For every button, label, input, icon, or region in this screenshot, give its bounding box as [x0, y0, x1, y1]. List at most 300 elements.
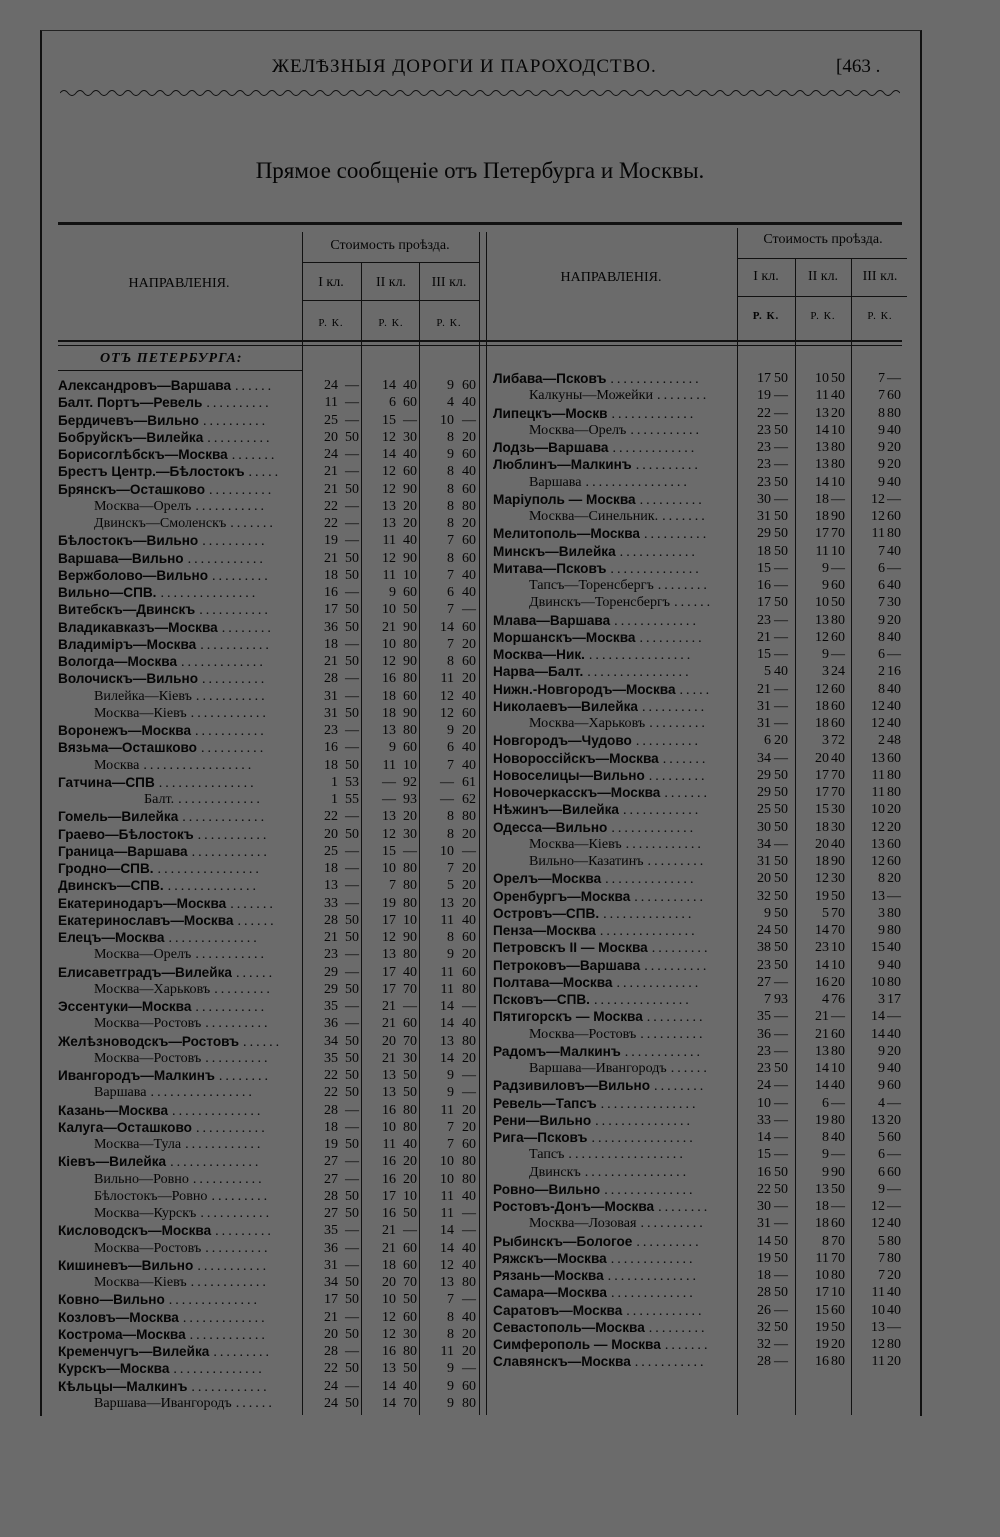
table-row	[58, 705, 480, 722]
leader-dots: ..........	[205, 1049, 271, 1066]
fare-rubles: 12	[815, 871, 829, 887]
table-row	[493, 1250, 909, 1267]
fare-kopecks: —	[774, 1354, 788, 1370]
decorative-wave-rule	[60, 86, 900, 100]
fare-rubles: 10	[757, 1095, 771, 1111]
fare-rubles: 21	[324, 930, 338, 945]
fare-kopecks: 80	[887, 1337, 901, 1352]
route-name: Бобруйскъ—Вилейка	[58, 429, 204, 445]
table-row	[493, 1060, 909, 1077]
fare-kopecks: 30	[831, 871, 845, 887]
fare-rubles: 31	[757, 716, 771, 731]
fare-kopecks: 93	[403, 792, 417, 807]
route-name: Борисоглѣбскъ—Москва	[58, 447, 228, 462]
fare-rubles: 11	[382, 1137, 396, 1152]
table-row	[58, 1222, 480, 1239]
table-row	[493, 594, 909, 611]
fare-rubles: 7	[447, 1292, 454, 1308]
fare-kopecks: —	[345, 895, 359, 911]
fare-rubles: 12	[382, 481, 396, 497]
table-row	[493, 646, 909, 663]
route-name: Липецкъ—Москв	[493, 405, 608, 421]
fare-rubles: 7	[447, 1137, 454, 1152]
route-name: Гатчина—СПВ	[58, 774, 155, 790]
fare-rubles: 29	[324, 981, 338, 997]
fare-kopecks: —	[774, 629, 788, 645]
route-name: Вильно—Ровно	[94, 1170, 189, 1187]
fare-kopecks: 60	[887, 1164, 901, 1180]
fare-rubles: 21	[382, 999, 396, 1014]
table-row	[58, 757, 480, 774]
table-row	[493, 888, 909, 905]
route-name: Новоселицы—Вильно	[493, 767, 645, 783]
fare-kopecks: 40	[462, 395, 476, 411]
fare-rubles: 9	[447, 1378, 454, 1394]
fare-rubles: 8	[878, 681, 885, 697]
fare-kopecks: —	[345, 1344, 359, 1359]
fare-rubles: —	[440, 774, 454, 790]
leader-dots: ................	[157, 861, 262, 877]
fare-kopecks: —	[345, 843, 359, 859]
fare-rubles: 14	[382, 378, 396, 393]
fare-rubles: 28	[324, 1344, 338, 1359]
fare-rubles: 35	[757, 1009, 771, 1025]
leader-dots: ...........	[195, 723, 267, 739]
fare-kopecks: 50	[774, 1061, 788, 1076]
leader-dots: ......	[243, 1033, 283, 1050]
fare-rubles: 18	[815, 491, 829, 507]
fare-kopecks: 80	[403, 878, 417, 894]
fare-rubles: 21	[324, 464, 338, 480]
fare-kopecks: —	[774, 405, 788, 421]
leader-dots: ............	[619, 543, 698, 560]
fare-rubles: 12	[871, 819, 885, 835]
fare-rubles: 8	[822, 1233, 829, 1249]
fare-kopecks: 50	[345, 619, 359, 635]
fare-rubles: 9	[822, 647, 829, 662]
table-row	[493, 474, 909, 491]
fare-rubles: 11	[324, 395, 338, 411]
leader-dots: .........	[648, 1319, 708, 1336]
fare-kopecks: 50	[774, 526, 788, 542]
table-row	[493, 698, 909, 715]
fare-rubles: 11	[440, 1344, 454, 1359]
leader-dots: ................	[591, 1130, 696, 1146]
fare-kopecks: 80	[887, 785, 901, 800]
leader-dots: .............	[614, 612, 699, 629]
fare-rubles: 13	[382, 516, 396, 531]
fare-rubles: 22	[324, 1068, 338, 1083]
table-row	[493, 1215, 909, 1232]
fare-kopecks: —	[774, 578, 788, 593]
fare-kopecks: 50	[774, 957, 788, 973]
leader-dots: ...........	[195, 687, 268, 704]
fare-rubles: 9	[447, 447, 454, 462]
page-number: [463 .	[836, 56, 881, 77]
route-name: Вильно—СПВ.	[58, 585, 157, 600]
leader-dots: ..............	[173, 1361, 265, 1378]
fare-kopecks: 20	[403, 516, 417, 531]
route-name: Рязань—Москва	[493, 1268, 604, 1283]
table-row	[58, 584, 480, 601]
fare-rubles: 35	[324, 999, 338, 1014]
table-row	[493, 957, 909, 974]
fare-rubles: 17	[382, 964, 396, 980]
table-row	[58, 653, 480, 670]
table-row	[58, 688, 480, 705]
fare-rubles: 14	[815, 1078, 829, 1094]
fare-kopecks: 50	[345, 705, 359, 721]
fare-kopecks: 70	[831, 785, 845, 800]
fare-rubles: 14	[815, 957, 829, 973]
fare-kopecks: 20	[462, 947, 476, 963]
fare-rubles: 14	[815, 923, 829, 938]
fare-rubles: 14	[440, 1016, 454, 1032]
fare-kopecks: —	[462, 1068, 476, 1083]
fare-kopecks: 50	[345, 481, 359, 497]
fare-kopecks: —	[345, 740, 359, 756]
fare-rubles: 8	[878, 405, 885, 421]
fare-kopecks: 10	[831, 1061, 845, 1076]
fare-kopecks: —	[887, 1095, 901, 1111]
fare-rubles: 13	[815, 1181, 829, 1197]
fare-rubles: 7	[447, 757, 454, 773]
table-row	[493, 456, 909, 473]
fare-kopecks: 50	[345, 826, 359, 842]
table-row	[493, 560, 909, 577]
fare-rubles: 22	[324, 1361, 338, 1377]
fare-rubles: 36	[324, 1016, 338, 1032]
leader-dots: ...............	[595, 1112, 693, 1129]
leader-dots: ................	[150, 1084, 255, 1101]
leader-dots: ..........	[202, 412, 269, 429]
route-name: Москва—Ростовъ	[94, 1049, 202, 1066]
leader-dots: ...........	[195, 946, 268, 963]
fare-rubles: 20	[324, 429, 338, 445]
table-row	[58, 498, 480, 515]
route-name: Владикавказъ—Москва	[58, 619, 218, 635]
fare-kopecks: 80	[831, 457, 845, 473]
fare-rubles: 18	[382, 688, 396, 704]
route-name: Граево—Бѣлостокъ	[58, 826, 194, 842]
table-row	[58, 550, 480, 567]
fare-rubles: 16	[382, 1102, 396, 1118]
fare-rubles: 10	[382, 636, 396, 652]
fare-kopecks: 50	[774, 1164, 788, 1180]
fare-kopecks: 80	[462, 1395, 476, 1411]
leader-dots: .......	[231, 447, 278, 463]
fare-kopecks: —	[887, 1009, 901, 1025]
leader-dots: .............	[181, 654, 266, 670]
fare-rubles: 10	[440, 843, 454, 859]
fare-rubles: 3	[878, 905, 885, 921]
fare-kopecks: 90	[403, 550, 417, 566]
route-name: Воронежъ—Москва	[58, 723, 192, 738]
fare-kopecks: 70	[403, 1395, 417, 1411]
leader-dots: .............	[611, 405, 697, 422]
fare-kopecks: —	[345, 688, 359, 704]
fare-rubles: 15	[757, 647, 771, 662]
fare-kopecks: 61	[462, 774, 476, 790]
fare-kopecks: 50	[345, 429, 359, 445]
fare-kopecks: 20	[403, 498, 417, 514]
fare-rubles: 9	[764, 905, 771, 921]
fare-rubles: 21	[382, 1016, 396, 1032]
table-row	[58, 1240, 480, 1257]
fare-rubles: 23	[757, 440, 771, 455]
fare-rubles: 12	[382, 1326, 396, 1342]
fare-kopecks: —	[774, 612, 788, 628]
fare-rubles: 7	[878, 595, 885, 611]
fare-kopecks: —	[462, 1292, 476, 1308]
fare-kopecks: 60	[462, 447, 476, 462]
route-name: Новочеркасскъ—Москва	[493, 785, 661, 800]
route-name: Новороссійскъ—Москва	[493, 750, 659, 766]
fare-kopecks: —	[831, 1147, 845, 1163]
table-row	[58, 929, 480, 946]
fare-kopecks: —	[774, 491, 788, 507]
route-name: Волочискъ—Вильно	[58, 671, 198, 687]
fare-kopecks: 60	[831, 1026, 845, 1042]
fare-kopecks: 60	[831, 716, 845, 731]
fare-kopecks: —	[774, 647, 788, 662]
fare-rubles: 21	[382, 619, 396, 635]
fare-kopecks: —	[774, 1199, 788, 1214]
fare-kopecks: 40	[403, 533, 417, 549]
fare-kopecks: —	[774, 836, 788, 852]
fare-rubles: 12	[871, 1337, 885, 1352]
fare-kopecks: 30	[403, 1050, 417, 1066]
route-name: Минскъ—Вилейка	[493, 543, 616, 559]
fare-rubles: 22	[324, 498, 338, 514]
fare-rubles: 11	[871, 767, 885, 783]
leader-dots: ..........	[639, 491, 705, 508]
fare-rubles: 9	[447, 1068, 454, 1083]
fare-kopecks: 40	[462, 567, 476, 583]
leader-dots: .............	[611, 1285, 696, 1302]
route-name: Вологда—Москва	[58, 654, 178, 669]
fare-kopecks: —	[345, 447, 359, 462]
fare-rubles: 20	[815, 750, 829, 766]
route-name: Двинскъ—Смоленскъ	[94, 515, 227, 531]
fare-kopecks: 70	[831, 1233, 845, 1249]
fare-kopecks: 50	[345, 912, 359, 928]
section-rule	[58, 370, 302, 371]
leader-dots: ..............	[605, 871, 697, 888]
fare-kopecks: 70	[831, 923, 845, 938]
leader-dots: ..........	[202, 671, 268, 688]
fare-rubles: 10	[440, 412, 454, 428]
table-row	[58, 1309, 480, 1326]
leader-dots: ..........	[640, 1215, 706, 1232]
fare-kopecks: —	[345, 947, 359, 963]
route-name: Островъ—СПВ.	[493, 905, 600, 921]
leader-dots: ........	[221, 619, 274, 636]
leader-dots: .........	[213, 1344, 273, 1360]
fare-rubles: 20	[815, 836, 829, 852]
route-name: Кременчугъ—Вилейка	[58, 1344, 210, 1359]
fare-kopecks: —	[403, 412, 417, 428]
table-row	[58, 981, 480, 998]
route-name: Ивангородъ—Малкинъ	[58, 1068, 215, 1083]
fare-rubles: 23	[324, 723, 338, 738]
table-row	[58, 912, 480, 929]
fare-kopecks: 50	[345, 1275, 359, 1290]
fare-kopecks: 60	[887, 836, 901, 852]
fare-kopecks: 50	[345, 1206, 359, 1221]
leader-dots: ......	[235, 1394, 275, 1411]
fare-kopecks: 53	[345, 774, 359, 790]
fare-kopecks: —	[774, 560, 788, 576]
fare-kopecks: 40	[887, 1026, 901, 1042]
fare-kopecks: —	[887, 491, 901, 507]
fare-rubles: 10	[440, 1154, 454, 1170]
fare-kopecks: 20	[831, 974, 845, 990]
fare-rubles: 24	[757, 923, 771, 938]
route-name: Казань—Москва	[58, 1102, 169, 1118]
table-row	[493, 663, 909, 680]
table-row	[58, 1326, 480, 1343]
fare-kopecks: 50	[774, 1181, 788, 1197]
fare-kopecks: 80	[831, 612, 845, 628]
fare-rubles: 13	[871, 836, 885, 852]
fare-kopecks: 50	[774, 923, 788, 938]
fare-kopecks: —	[345, 1102, 359, 1118]
fare-rubles: 11	[382, 533, 396, 549]
right-table-body	[493, 370, 909, 1371]
route-name: Вязьма—Осташково	[58, 740, 197, 756]
fare-kopecks: 10	[831, 957, 845, 973]
fare-kopecks: 90	[831, 854, 845, 869]
fare-rubles: 9	[878, 1061, 885, 1076]
fare-rubles: 16	[382, 1344, 396, 1359]
fare-rubles: 10	[815, 371, 829, 386]
fare-rubles: 12	[815, 681, 829, 697]
fare-kopecks: —	[774, 1147, 788, 1163]
fare-kopecks: 20	[403, 1171, 417, 1187]
fare-rubles: 6	[447, 740, 454, 756]
fare-kopecks: 40	[887, 543, 901, 559]
route-name: Варшава—Ивангородъ	[529, 1060, 667, 1076]
fare-kopecks: 93	[774, 992, 788, 1007]
fare-rubles: 20	[382, 1033, 396, 1049]
table-row	[58, 1291, 480, 1308]
leader-dots: ...............	[593, 992, 692, 1008]
fare-kopecks: 80	[887, 1233, 901, 1249]
fare-rubles: 14	[871, 1009, 885, 1025]
fare-kopecks: 40	[887, 716, 901, 731]
leader-dots: .....	[679, 681, 713, 698]
fare-rubles: 1	[331, 792, 338, 807]
route-name: Тапсъ	[529, 1146, 565, 1163]
leader-dots: ...........	[195, 497, 268, 514]
leader-dots: ......	[235, 378, 275, 394]
fare-rubles: 12	[382, 464, 396, 480]
fare-kopecks: 16	[887, 664, 901, 680]
route-name: Витебскъ—Двинскъ	[58, 602, 196, 618]
table-row	[493, 1008, 909, 1025]
fare-kopecks: 92	[403, 774, 417, 790]
fare-rubles: 8	[447, 481, 454, 497]
route-name: Москва—Ростовъ	[529, 1025, 637, 1042]
fare-kopecks: —	[345, 723, 359, 738]
route-name: Новгородъ—Чудово	[493, 733, 632, 749]
table-row	[493, 750, 909, 767]
fare-kopecks: 80	[462, 1033, 476, 1049]
fare-kopecks: 70	[403, 1033, 417, 1049]
table-row	[58, 791, 480, 808]
fare-rubles: 9	[447, 1085, 454, 1101]
leader-dots: ............	[626, 1302, 705, 1319]
header-bottom-rule-2	[58, 345, 902, 346]
fare-kopecks: —	[774, 681, 788, 697]
table-row	[493, 1336, 909, 1353]
fare-kopecks: 76	[831, 992, 845, 1007]
fare-kopecks: 20	[887, 457, 901, 473]
fare-kopecks: 50	[345, 1033, 359, 1049]
fare-rubles: 12	[382, 550, 396, 566]
table-row	[58, 1171, 480, 1188]
fare-rubles: 13	[871, 1112, 885, 1128]
leader-dots: ..........	[202, 533, 268, 550]
leader-dots: ............	[191, 843, 270, 860]
fare-kopecks: 50	[831, 1319, 845, 1335]
route-name: Бердичевъ—Вильно	[58, 412, 199, 428]
leader-dots: ..........	[641, 698, 708, 715]
fare-kopecks: —	[774, 457, 788, 473]
fare-kopecks: 60	[403, 395, 417, 411]
fare-kopecks: —	[887, 647, 901, 662]
fare-rubles: 9	[878, 457, 885, 473]
fare-kopecks: —	[345, 378, 359, 393]
route-name: Брянскъ—Осташково	[58, 481, 205, 497]
fare-rubles: 18	[815, 819, 829, 835]
fare-kopecks: 20	[462, 1119, 476, 1135]
fare-rubles: 19	[382, 895, 396, 911]
leader-dots: ...........	[634, 888, 707, 905]
fare-kopecks: 20	[887, 1043, 901, 1059]
fare-kopecks: —	[774, 1095, 788, 1111]
leader-dots: ...........	[630, 421, 703, 438]
fare-kopecks: —	[774, 716, 788, 731]
header-bottom-rule	[58, 340, 902, 342]
fare-rubles: 19	[324, 1137, 338, 1152]
fare-rubles: 36	[324, 619, 338, 635]
fare-rubles: 32	[757, 1319, 771, 1335]
fare-kopecks: 50	[403, 1068, 417, 1083]
leader-dots: .......	[664, 785, 711, 801]
table-row	[58, 826, 480, 843]
route-name: Балт.	[144, 791, 175, 807]
table-row	[493, 974, 909, 991]
fare-rubles: 6	[447, 585, 454, 600]
fare-kopecks: 60	[831, 1302, 845, 1318]
leader-dots: ..............	[610, 371, 702, 387]
leader-dots: ......	[237, 912, 277, 929]
fare-kopecks: 40	[887, 957, 901, 973]
right-unit-1: Р. К.	[752, 310, 780, 322]
table-row	[58, 1119, 480, 1136]
fare-kopecks: 80	[887, 405, 901, 421]
fare-rubles: 9	[878, 474, 885, 490]
fare-kopecks: 80	[462, 1171, 476, 1187]
fare-kopecks: 20	[774, 733, 788, 749]
fare-kopecks: 60	[462, 705, 476, 721]
route-name: Москва—Кіевъ	[94, 1274, 187, 1290]
fare-kopecks: 20	[462, 516, 476, 531]
route-name: Москва—Кіевъ	[529, 835, 622, 852]
fare-rubles: 9	[878, 1043, 885, 1059]
